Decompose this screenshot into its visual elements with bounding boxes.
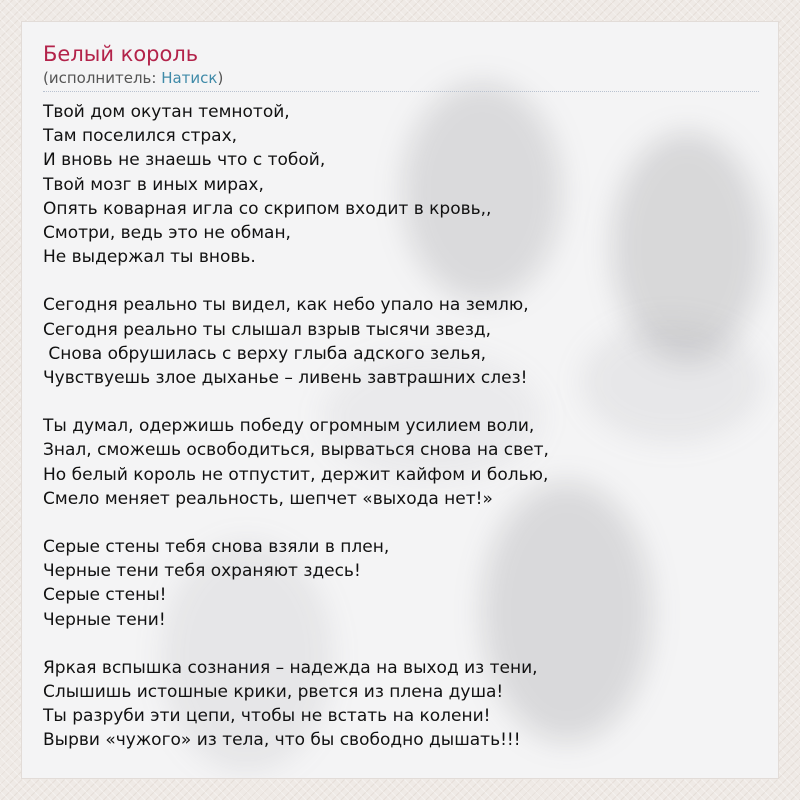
lyrics-line: Твой дом окутан темнотой,: [43, 102, 290, 122]
lyrics-stanza: [43, 100, 759, 269]
lyrics-line: Яркая вспышка сознания – надежда на выход из тени,: [43, 657, 538, 678]
lyrics-stanza: [43, 656, 759, 753]
lyrics-line: Твой мозг в иных мирах,: [43, 174, 264, 195]
lyrics-line: Серые стены тебя снова взяли в плен,: [43, 537, 390, 558]
lyrics-line: Ты думал, одержишь победу огромным усилием воли,: [43, 416, 535, 437]
artist-prefix: (исполнитель:: [43, 69, 162, 87]
lyrics-line: Чувствуешь злое дыханье – ливень завтрашних слез!: [43, 368, 528, 389]
song-artist-line: [43, 68, 759, 88]
lyrics-line: Сегодня реально ты слышал взрыв тысячи звезд,: [43, 319, 492, 340]
artist-link[interactable]: Натиск: [161, 69, 218, 87]
lyrics-stanza: [43, 293, 759, 390]
lyrics-text: [43, 100, 759, 753]
lyrics-line: Черные тени!: [43, 609, 166, 630]
lyrics-line: И вновь не знаешь что с тобой,: [43, 150, 326, 171]
lyrics-line: Слышишь истошные крики, рвется из плена душа!: [43, 682, 504, 703]
lyrics-card: [21, 21, 779, 779]
lyrics-line: Ты разруби эти цепи, чтобы не встать на колени!: [43, 706, 491, 727]
lyrics-line: Смотри, ведь это не обман,: [43, 223, 291, 244]
lyrics-stanza: [43, 535, 759, 632]
title-divider: [43, 91, 759, 92]
song-title: Белый король: [43, 42, 199, 66]
lyrics-line: Но белый король не отпустит, держит кайфом и болью,: [43, 464, 549, 485]
lyrics-line: Вырви «чужого» из тела, что бы свободно дышать!!!: [43, 730, 521, 751]
lyrics-line: Не выдержал ты вновь.: [43, 247, 256, 268]
lyrics-line: Знал, сможешь освободиться, вырваться снова на свет,: [43, 440, 549, 461]
lyrics-line: Сегодня реально ты видел, как небо упало на землю,: [43, 295, 529, 316]
lyrics-line: Там поселился страх,: [43, 126, 238, 147]
lyrics-stanza: [43, 414, 759, 511]
lyrics-line: Снова обрушилась с верху глыба адского зелья,: [43, 343, 487, 364]
lyrics-line: Черные тени тебя охраняют здесь!: [43, 561, 361, 582]
artist-suffix: ): [217, 69, 224, 87]
lyrics-line: Опять коварная игла со скрипом входит в кровь,,: [43, 198, 492, 219]
song-content: [43, 40, 759, 777]
lyrics-line: Серые стены!: [43, 585, 167, 606]
lyrics-line: Смело меняет реальность, шепчет «выхода нет!»: [43, 488, 493, 509]
